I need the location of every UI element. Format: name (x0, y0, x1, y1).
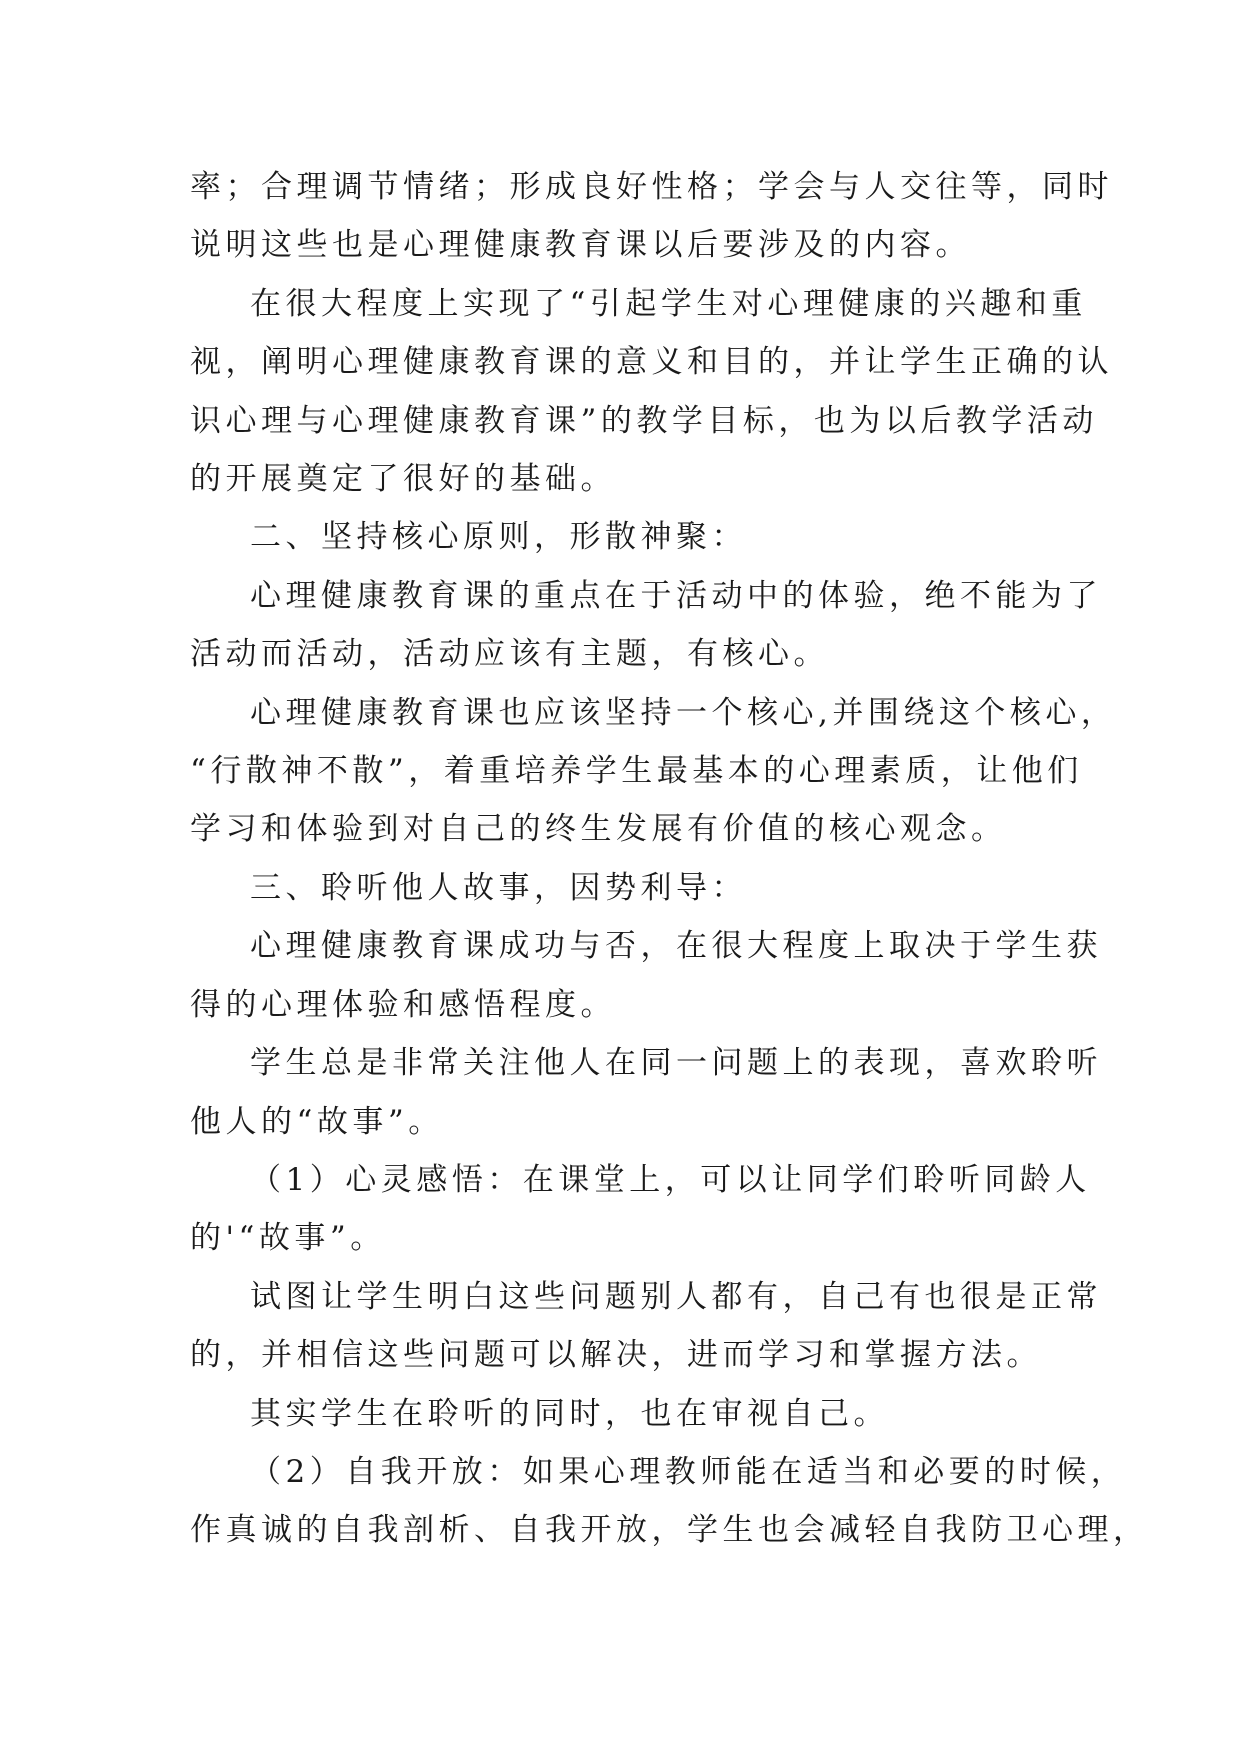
text-line: 试图让学生明白这些问题别人都有，自己有也很是正常 (250, 1278, 1102, 1315)
paragraph (190, 275, 1113, 509)
text-line: 心理健康教育课也应该坚持一个核心,并围绕这个核心， (250, 694, 1117, 731)
text-line: 得的心理体验和感悟程度。 (190, 986, 616, 1023)
paragraph (190, 1385, 1060, 1443)
text-line: 二、坚持核心原则，形散神聚： (250, 519, 747, 556)
text-line: 识心理与心理健康教育课”的教学目标，也为以后教学活动 (190, 402, 1098, 439)
text-line: 的，并相信这些问题可以解决，进而学习和掌握方法。 (190, 1337, 1042, 1374)
paragraph (190, 1443, 1149, 1560)
text-line: （1）心灵感悟：在课堂上，可以让同学们聆听同龄人 (250, 1161, 1091, 1198)
text-line: 三、聆听他人故事，因势利导： (250, 869, 747, 906)
text-line: 心理健康教育课的重点在于活动中的体验，绝不能为了 (250, 577, 1102, 614)
text-line: 其实学生在聆听的同时，也在审视自己。 (250, 1395, 889, 1432)
text-line: 学习和体验到对自己的终生发展有价值的核心观念。 (190, 811, 1007, 848)
text-line: 在很大程度上实现了“引起学生对心理健康的兴趣和重 (250, 285, 1087, 322)
text-line: 作真诚的自我剖析、自我开放，学生也会减轻自我防卫心理， (190, 1512, 1149, 1549)
document-body (190, 158, 1149, 1560)
paragraph (190, 508, 1060, 566)
text-line: 的开展奠定了很好的基础。 (190, 461, 616, 498)
text-line: 视，阐明心理健康教育课的意义和目的，并让学生正确的认 (190, 344, 1113, 381)
paragraph (190, 859, 1060, 917)
paragraph (190, 158, 1113, 275)
text-line: 说明这些也是心理健康教育课以后要涉及的内容。 (190, 227, 971, 264)
text-line: 心理健康教育课成功与否，在很大程度上取决于学生获 (250, 928, 1102, 965)
paragraph (190, 567, 1102, 684)
text-line: “行散神不散”，着重培养学生最基本的心理素质，让他们 (190, 753, 1083, 790)
text-line: 活动而活动，活动应该有主题，有核心。 (190, 636, 829, 673)
paragraph (190, 1151, 1091, 1268)
paragraph (190, 684, 1117, 859)
text-line: 学生总是非常关注他人在同一问题上的表现，喜欢聆听 (250, 1045, 1102, 1082)
text-line: 他人的“故事”。 (190, 1103, 444, 1140)
paragraph (190, 1034, 1102, 1151)
paragraph (190, 917, 1102, 1034)
text-line: 的'“故事”。 (190, 1220, 386, 1257)
text-line: 率；合理调节情绪；形成良好性格；学会与人交往等，同时 (190, 169, 1113, 205)
paragraph (190, 1268, 1102, 1385)
text-line: （2）自我开放：如果心理教师能在适当和必要的时候， (250, 1453, 1127, 1490)
